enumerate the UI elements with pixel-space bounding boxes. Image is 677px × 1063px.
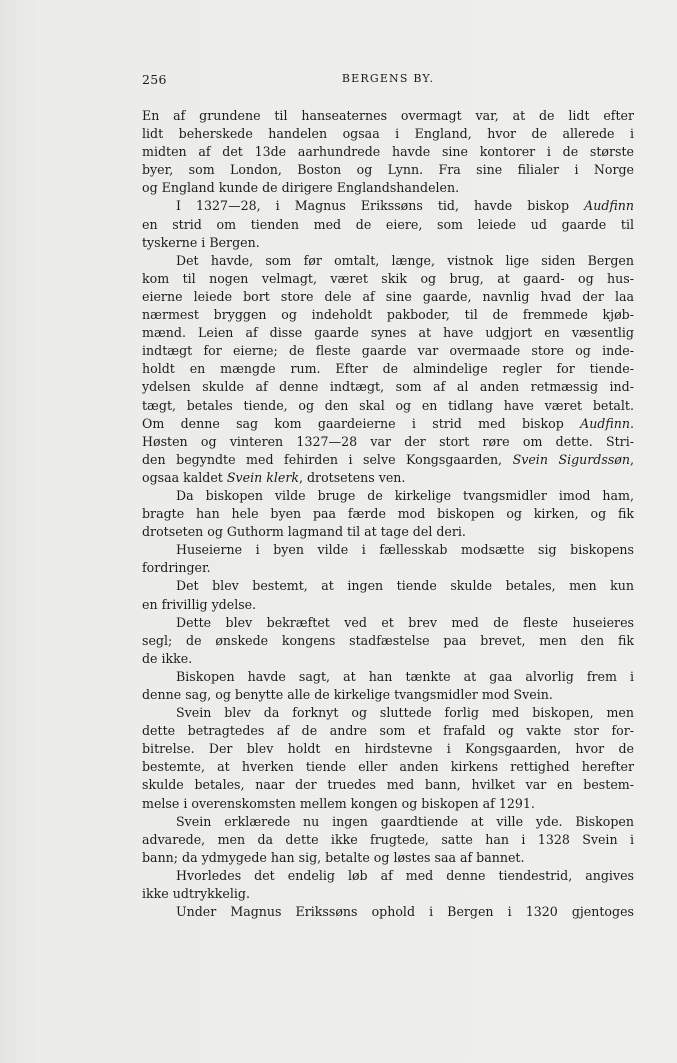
text-line: segl; de ønskede kongens stadfæstelse paa brevet, men den fik	[142, 632, 634, 648]
text-line: dette betragtedes af de andre som et frafald og vakte stor for-	[142, 723, 634, 739]
text-line: melse i overenskomsten mellem kongen og biskopen af 1291.	[142, 795, 535, 811]
text-line: de ikke.	[142, 650, 193, 666]
text-line: Det havde, som før omtalt, længe, vistnok lige siden Bergen	[176, 252, 634, 268]
text-line: bestemte, at hverken tiende eller anden kirkens rettighed herefter	[142, 759, 634, 775]
body-text	[142, 107, 634, 921]
text-line: advarede, men da dette ikke frugtede, satte han i 1328 Svein i	[142, 831, 634, 847]
text-line: Det blev bestemt, at ingen tiende skulde betales, men kun	[176, 578, 634, 594]
text-line: indtægt for eierne; de fleste gaarde var overmaade store og inde-	[142, 343, 634, 359]
text-line: bragte han hele byen paa færde mod biskopen og kirken, og fik	[142, 506, 634, 522]
text-line: fordringer.	[142, 560, 211, 576]
running-head	[142, 72, 634, 90]
text-line: Om denne sag kom gaardeierne i strid med biskop Audfinn.	[142, 415, 634, 431]
text-line: nærmest bryggen og indeholdt pakboder, til de fremmede kjøb-	[142, 307, 634, 323]
text-line: drotseten og Guthorm lagmand til at tage del deri.	[142, 524, 466, 540]
text-line: og England kunde de dirigere Englandshandelen.	[142, 180, 460, 196]
text-line: I 1327—28, i Magnus Erikssøns tid, havde biskop Audfinn	[176, 198, 634, 214]
text-line: ydelsen skulde af denne indtægt, som af al anden retmæssig ind-	[142, 379, 634, 395]
text-line: Hvorledes det endelig løb af med denne tiendestrid, angives	[176, 867, 634, 883]
text-line: skulde betales, naar der truedes med bann, hvilket var en bestem-	[142, 777, 634, 793]
text-line: midten af det 13de aarhundrede havde sine kontorer i de største	[142, 144, 634, 160]
text-line: byer, som London, Boston og Lynn. Fra sine filialer i Norge	[142, 162, 634, 178]
text-line: lidt beherskede handelen ogsaa i England, hvor de allerede i	[142, 126, 634, 142]
text-line: Biskopen havde sagt, at han tænkte at gaa alvorlig frem i	[176, 668, 634, 684]
text-line: En af grundene til hanseaternes overmagt var, at de lidt efter	[142, 108, 634, 123]
text-line: Under Magnus Erikssøns ophold i Bergen i 1320 gjentoges	[176, 904, 634, 920]
text-line: en strid om tienden med de eiere, som leiede ud gaarde til	[142, 216, 634, 232]
text-line: tyskerne i Bergen.	[142, 234, 260, 250]
text-line: den begyndte med fehirden i selve Kongsgaarden, Svein Sigurdssøn,	[142, 451, 634, 467]
text-line: Da biskopen vilde bruge de kirkelige tvangsmidler imod ham,	[176, 487, 634, 503]
text-line: Dette blev bekræftet ved et brev med de fleste huseieres	[176, 614, 634, 630]
text-line: bitrelse. Der blev holdt en hirdstevne i Kongsgaarden, hvor de	[142, 741, 634, 757]
text-line: Høsten og vinteren 1327—28 var der stort røre om dette. Stri-	[142, 433, 634, 449]
text-line: holdt en mængde rum. Efter de almindelige regler for tiende-	[142, 361, 634, 377]
text-line: ogsaa kaldet Svein klerk, drotsetens ven.	[142, 469, 406, 485]
text-line: ikke udtrykkelig.	[142, 886, 250, 902]
text-line: tægt, betales tiende, og den skal og en tidlang have været betalt.	[142, 397, 634, 413]
text-line: denne sag, og benytte alle de kirkelige tvangsmidler mod Svein.	[142, 687, 553, 702]
text-line: en frivillig ydelse.	[142, 596, 257, 612]
running-title: BERGENS BY.	[341, 72, 435, 85]
text-line: kom til nogen velmagt, været skik og brug, at gaard- og hus-	[142, 270, 634, 286]
text-line: eierne leiede bort store dele af sine gaarde, navnlig hvad der laa	[142, 288, 634, 304]
text-line: Svein blev da forknyt og sluttede forlig med biskopen, men	[176, 705, 634, 721]
page-number: 256	[142, 72, 167, 87]
text-line: Svein erklærede nu ingen gaardtiende at ville yde. Biskopen	[176, 813, 634, 829]
text-line: mænd. Leien af disse gaarde synes at have udgjort en væsentlig	[142, 325, 634, 341]
text-line: Huseierne i byen vilde i fællesskab modsætte sig biskopens	[176, 542, 634, 558]
text-line: bann; da ydmygede han sig, betalte og løstes saa af bannet.	[142, 849, 525, 865]
